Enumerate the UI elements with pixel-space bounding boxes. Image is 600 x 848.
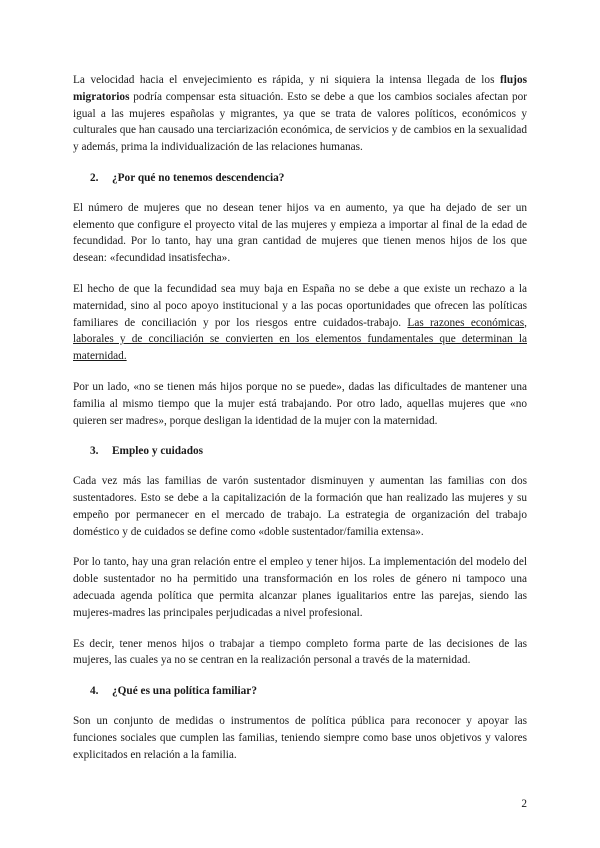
page-content [73, 72, 527, 777]
section-4-number: 4. [90, 685, 99, 698]
section-2-underlined-text: Las razones económicas, laborales y de conciliación se convierten en los elementos fundamentales que determinan la maternidad. [73, 316, 528, 363]
section-2-paragraph-3: Por un lado, «no se tienen más hijos porque no se puede», dadas las dificultades de mantener una familia al mismo tiempo que la mujer está trabajando. Por otro lado, aquellas mujeres que «no quieren ser madres», porque desligan la identidad de la mujer con la maternidad. [73, 380, 527, 427]
section-2-paragraph-2 [73, 281, 527, 365]
section-4-title: ¿Qué es una política familiar? [112, 685, 257, 698]
section-3-paragraph-3: Es decir, tener menos hijos o trabajar a tiempo completo forma parte de las decisiones de las mujeres, las cuales ya no se centran en la realización personal a través de la maternidad. [73, 637, 527, 667]
page-number: 2 [521, 798, 527, 810]
section-2-number: 2. [90, 171, 99, 184]
intro-paragraph [73, 72, 527, 156]
section-3-number: 3. [90, 445, 99, 458]
intro-text-before: La velocidad hacia el envejecimiento es rápida, y ni siquiera la intensa llegada de los [73, 74, 500, 86]
section-2-title: ¿Por qué no tenemos descendencia? [112, 171, 285, 184]
section-2-heading [73, 170, 527, 187]
section-3-paragraph-2: Por lo tanto, hay una gran relación entre el empleo y tener hijos. La implementación del modelo del doble sustentador no ha permitido una transformación en los roles de género ni tampoco una adecuada agenda política que permita alcanzar planes igualitarios entre las parejas, siendo las mujeres-madres las principales perjudicadas a nivel profesional. [73, 556, 527, 619]
section-2-paragraph-2-text: El hecho de que la fecundidad sea muy baja en España no se debe a que existe un rechazo a la maternidad, sino al poco apoyo institucional y a las pocas oportunidades que ofrecen las políticas familiares de conciliación y por los riesgos entre cuidados-trabajo. [73, 282, 527, 329]
intro-bold-term: flujos migratorios [73, 74, 527, 103]
intro-text-after: podría compensar esta situación. Esto se debe a que los cambios sociales afectan por igual a las mujeres españolas y migrantes, ya que se trata de valores políticos, económicos y culturales que han causado una terciarización económica, de servicios y de cambios en la sexualidad y además, prima la individualización de las relaciones humanas. [73, 90, 527, 154]
section-3-heading [73, 443, 527, 460]
section-4-paragraph-1: Son un conjunto de medidas o instrumentos de política pública para reconocer y apoyar las funciones sociales que cumplen las familias, teniendo siempre como base unos objetivos y valores explicitados en relación a la familia. [73, 714, 527, 761]
section-4-heading [73, 683, 527, 700]
section-2-paragraph-1: El número de mujeres que no desean tener hijos va en aumento, ya que ha dejado de ser un elemento que configure el proyecto vital de las mujeres y empieza a importar al final de la edad de fecundidad. Por lo tanto, hay una gran cantidad de mujeres que tienen menos hijos de los que desean: «fecundidad insatisfecha». [73, 201, 527, 265]
section-3-paragraph-1: Cada vez más las familias de varón sustentador disminuyen y aumentan las familias con dos sustentadores. Esto se debe a la capitalización de la formación que han realizado las mujeres y su empeño por permanecer en el mercado de trabajo. La estrategia de organización del trabajo doméstico y de cuidados se define como «doble sustentador/familia extensa». [73, 475, 527, 538]
section-3-title: Empleo y cuidados [112, 445, 204, 458]
